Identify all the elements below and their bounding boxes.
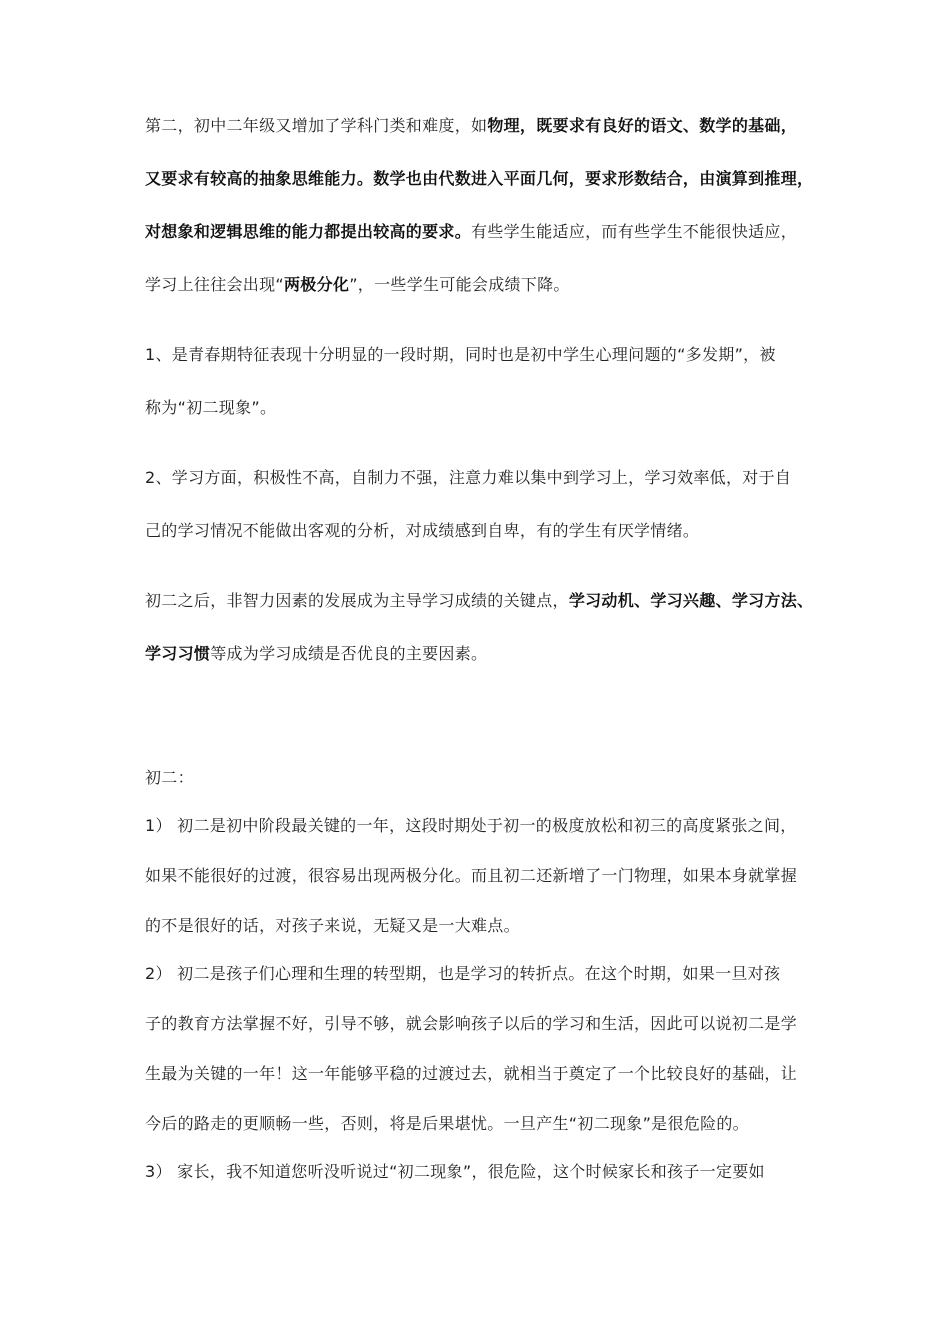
text-line: 的不是很好的话，对孩子来说，无疑又是一大难点。 xyxy=(145,916,520,935)
paragraph-intro xyxy=(145,112,813,299)
paragraph-point-1 xyxy=(145,341,813,422)
text-line xyxy=(145,218,813,246)
paragraph-point-2 xyxy=(145,464,813,545)
text-run: 第二，初中二年级又增加了学科门类和难度，如 xyxy=(145,116,488,135)
text-line xyxy=(145,112,813,140)
list-item-2 xyxy=(145,960,813,1138)
text-line xyxy=(145,271,813,299)
text-line: 称为“初二现象”。 xyxy=(145,398,277,417)
text-run: 等成为学习成绩是否优良的主要因素。 xyxy=(210,644,488,663)
text-run: 初二之后，非智力因素的发展成为主导学习成绩的关键点， xyxy=(145,591,569,610)
bold-text-run: 两极分化 xyxy=(284,275,350,294)
text-line: 生最为关键的一年！这一年能够平稳的过渡过去，就相当于奠定了一个比较良好的基础，让 xyxy=(145,1064,798,1083)
document-page xyxy=(145,112,813,1186)
list-item-1 xyxy=(145,812,813,940)
bold-text-run: 又要求有较高的抽象思维能力。数学也由代数进入平面几何，要求形数结合，由演算到推理， xyxy=(145,169,814,188)
text-line: 己的学习情况不能做出客观的分析，对成绩感到自卑，有的学生有厌学情绪。 xyxy=(145,521,700,540)
text-line: 1） 初二是初中阶段最关键的一年，这段时期处于初一的极度放松和初三的高度紧张之间， xyxy=(145,816,797,835)
text-run: 有些学生能适应，而有些学生不能很快适应， xyxy=(471,222,798,241)
text-line: 如果不能很好的过渡，很容易出现两极分化。而且初二还新增了一门物理，如果本身就掌握 xyxy=(145,866,798,885)
text-line: 2） 初二是孩子们心理和生理的转型期，也是学习的转折点。在这个时期，如果一旦对孩 xyxy=(145,964,781,983)
text-run: ”，一些学生可能会成绩下降。 xyxy=(349,275,570,294)
text-line xyxy=(145,587,813,615)
bold-text-run: 学习动机、学习兴趣、学习方法、 xyxy=(568,591,814,610)
text-line: 2、学习方面，积极性不高，自制力不强，注意力难以集中到学习上，学习效率低，对于自 xyxy=(145,468,792,487)
text-line: 1、是青春期特征表现十分明显的一段时期，同时也是初中学生心理问题的“多发期”，被 xyxy=(145,345,776,364)
bold-text-run: 物理，既要求有良好的语文、数学的基础， xyxy=(487,116,798,135)
text-line: 子的教育方法掌握不好，引导不够，就会影响孩子以后的学习和生活，因此可以说初二是学 xyxy=(145,1014,798,1033)
section-heading: 初二： xyxy=(145,768,194,787)
list-item-3 xyxy=(145,1158,813,1186)
paragraph-factors xyxy=(145,587,813,668)
bold-text-run: 对想象和逻辑思维的能力都提出较高的要求。 xyxy=(145,222,472,241)
text-line xyxy=(145,165,813,193)
text-line: 3） 家长，我不知道您听没听说过“初二现象”，很危险，这个时候家长和孩子一定要如 xyxy=(145,1162,765,1181)
bold-text-run: 学习习惯 xyxy=(145,644,211,663)
text-run: 学习上往往会出现“ xyxy=(145,275,284,294)
text-line: 今后的路走的更顺畅一些，否则，将是后果堪忧。一旦产生“初二现象”是很危险的。 xyxy=(145,1114,749,1133)
text-line xyxy=(145,640,813,668)
